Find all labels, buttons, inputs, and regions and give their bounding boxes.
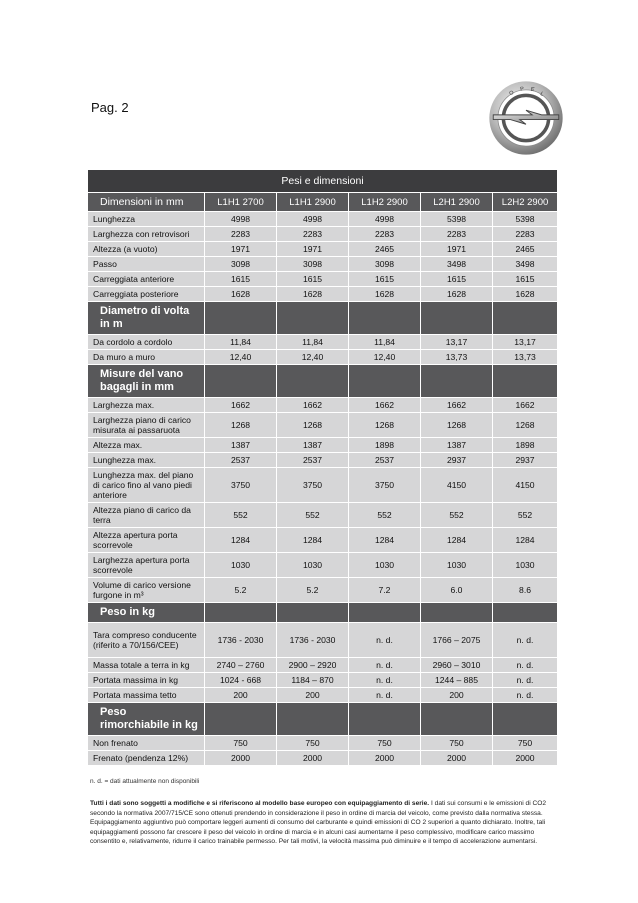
row-label: Altezza (a vuoto) <box>88 242 205 257</box>
table-cell: 1615 <box>205 272 277 287</box>
svg-text:P: P <box>519 86 525 93</box>
table-row <box>88 413 558 438</box>
table-cell: 13,17 <box>493 335 558 350</box>
table-cell: 552 <box>349 503 421 528</box>
table-cell: 2283 <box>349 227 421 242</box>
table-cell: 4150 <box>421 468 493 503</box>
page-number: Pag. 2 <box>91 100 129 115</box>
table-row <box>88 227 558 242</box>
table-cell: 1387 <box>421 438 493 453</box>
row-label: Carreggiata anteriore <box>88 272 205 287</box>
section-empty-cell <box>493 365 558 398</box>
table-row <box>88 242 558 257</box>
table-cell: 1628 <box>205 287 277 302</box>
section-empty-cell <box>277 703 349 736</box>
table-cell: 5.2 <box>277 578 349 603</box>
table-cell: n. d. <box>349 673 421 688</box>
table-cell: 2740 – 2760 <box>205 658 277 673</box>
section-empty-cell <box>493 302 558 335</box>
section-title: Diametro di volta in m <box>88 302 205 335</box>
table-cell: 2537 <box>205 453 277 468</box>
section-empty-cell <box>205 603 277 623</box>
table-cell: 1662 <box>349 398 421 413</box>
table-cell: 1628 <box>493 287 558 302</box>
table-cell: 1244 – 885 <box>421 673 493 688</box>
table-cell: 12,40 <box>205 350 277 365</box>
table-row <box>88 673 558 688</box>
table-cell: 552 <box>277 503 349 528</box>
section-empty-cell <box>205 302 277 335</box>
section-empty-cell <box>421 603 493 623</box>
disclaimer-bold: Tutti i dati sono soggetti a modifiche e si riferiscono al modello base europeo con equipaggiamento di serie. <box>90 800 430 807</box>
table-cell: 1662 <box>205 398 277 413</box>
column-header-dimensions: Dimensioni in mm <box>88 193 205 212</box>
table-cell: 2283 <box>493 227 558 242</box>
row-label: Carreggiata posteriore <box>88 287 205 302</box>
table-cell: 750 <box>493 736 558 751</box>
row-label: Non frenato <box>88 736 205 751</box>
table-cell: 4998 <box>349 212 421 227</box>
section-empty-cell <box>277 365 349 398</box>
table-cell: 2937 <box>493 453 558 468</box>
row-label: Altezza max. <box>88 438 205 453</box>
section-empty-cell <box>349 703 421 736</box>
table-cell: 2537 <box>349 453 421 468</box>
table-cell: 750 <box>349 736 421 751</box>
table-cell: 1268 <box>493 413 558 438</box>
table-cell: 200 <box>421 688 493 703</box>
table-cell: 2000 <box>205 751 277 766</box>
section-header-row <box>88 703 558 736</box>
column-header: L2H2 2900 <box>493 193 558 212</box>
table-cell: 4150 <box>493 468 558 503</box>
section-empty-cell <box>421 365 493 398</box>
table-cell: 3098 <box>349 257 421 272</box>
table-cell: 11,84 <box>277 335 349 350</box>
section-title: Peso rimorchiabile in kg <box>88 703 205 736</box>
table-cell: 3098 <box>205 257 277 272</box>
table-cell: 11,84 <box>205 335 277 350</box>
section-empty-cell <box>277 302 349 335</box>
table-row <box>88 658 558 673</box>
row-label: Portata massima in kg <box>88 673 205 688</box>
row-label: Larghezza con retrovisori <box>88 227 205 242</box>
column-header: L1H1 2700 <box>205 193 277 212</box>
table-cell: 1615 <box>421 272 493 287</box>
row-label: Portata massima tetto <box>88 688 205 703</box>
table-cell: 1615 <box>277 272 349 287</box>
table-row <box>88 688 558 703</box>
table-cell: 3750 <box>349 468 421 503</box>
table-cell: 1736 - 2030 <box>205 623 277 658</box>
row-label: Altezza apertura porta scorrevole <box>88 528 205 553</box>
table-row <box>88 350 558 365</box>
table-cell: 1628 <box>421 287 493 302</box>
table-cell: 1284 <box>421 528 493 553</box>
section-title: Peso in kg <box>88 603 205 623</box>
table-cell: n. d. <box>493 673 558 688</box>
table-cell: 13,17 <box>421 335 493 350</box>
table-cell: 750 <box>277 736 349 751</box>
table-cell: n. d. <box>493 688 558 703</box>
svg-text:L: L <box>539 91 545 98</box>
section-empty-cell <box>493 603 558 623</box>
table-row <box>88 751 558 766</box>
table-cell: 1030 <box>493 553 558 578</box>
table-row <box>88 468 558 503</box>
table-row <box>88 287 558 302</box>
row-label: Frenato (pendenza 12%) <box>88 751 205 766</box>
table-cell: 2283 <box>277 227 349 242</box>
table-row <box>88 528 558 553</box>
svg-text:E: E <box>530 86 535 94</box>
table-cell: 1030 <box>205 553 277 578</box>
table-cell: n. d. <box>349 688 421 703</box>
table-cell: 5.2 <box>205 578 277 603</box>
table-cell: 1615 <box>493 272 558 287</box>
table-row <box>88 736 558 751</box>
table-cell: 2000 <box>277 751 349 766</box>
section-empty-cell <box>205 365 277 398</box>
table-cell: 552 <box>493 503 558 528</box>
table-row <box>88 212 558 227</box>
table-cell: n. d. <box>493 623 558 658</box>
section-empty-cell <box>205 703 277 736</box>
table-cell: 1284 <box>349 528 421 553</box>
table-cell: n. d. <box>493 658 558 673</box>
table-cell: 200 <box>277 688 349 703</box>
table-title: Pesi e dimensioni <box>88 170 558 193</box>
row-label: Lunghezza <box>88 212 205 227</box>
table-cell: 3498 <box>493 257 558 272</box>
column-header-row <box>88 193 558 212</box>
table-cell: 1184 – 870 <box>277 673 349 688</box>
table-cell: 3498 <box>421 257 493 272</box>
table-cell: 2283 <box>421 227 493 242</box>
row-label: Altezza piano di carico da terra <box>88 503 205 528</box>
table-cell: 8.6 <box>493 578 558 603</box>
table-cell: 552 <box>205 503 277 528</box>
column-header: L2H1 2900 <box>421 193 493 212</box>
table-cell: 1628 <box>277 287 349 302</box>
table-cell: 2000 <box>493 751 558 766</box>
table-cell: 750 <box>205 736 277 751</box>
opel-logo-icon <box>487 79 565 157</box>
table-cell: 1615 <box>349 272 421 287</box>
section-empty-cell <box>493 703 558 736</box>
row-label: Passo <box>88 257 205 272</box>
table-cell: 5398 <box>421 212 493 227</box>
table-cell: 2000 <box>421 751 493 766</box>
table-cell: 1024 - 668 <box>205 673 277 688</box>
table-row <box>88 257 558 272</box>
column-header: L1H2 2900 <box>349 193 421 212</box>
table-cell: 1971 <box>421 242 493 257</box>
table-cell: 2960 – 3010 <box>421 658 493 673</box>
table-row <box>88 272 558 287</box>
table-cell: 1662 <box>277 398 349 413</box>
table-cell: 1736 - 2030 <box>277 623 349 658</box>
table-cell: 12,40 <box>277 350 349 365</box>
table-cell: 1268 <box>277 413 349 438</box>
row-label: Larghezza piano di carico misurata ai passaruota <box>88 413 205 438</box>
section-empty-cell <box>349 302 421 335</box>
table-cell: 13,73 <box>421 350 493 365</box>
section-title: Misure del vano bagagli in mm <box>88 365 205 398</box>
row-label: Tara compreso conducente (riferito a 70/156/CEE) <box>88 623 205 658</box>
table-cell: 4998 <box>277 212 349 227</box>
row-label: Larghezza max. <box>88 398 205 413</box>
section-empty-cell <box>349 603 421 623</box>
table-cell: 2465 <box>493 242 558 257</box>
table-cell: 1971 <box>205 242 277 257</box>
table-cell: 1268 <box>349 413 421 438</box>
table-cell: 3750 <box>205 468 277 503</box>
section-header-row <box>88 603 558 623</box>
table-cell: 7.2 <box>349 578 421 603</box>
table-cell: 200 <box>205 688 277 703</box>
table-row <box>88 578 558 603</box>
section-header-row <box>88 302 558 335</box>
table-cell: 11,84 <box>349 335 421 350</box>
table-row <box>88 398 558 413</box>
row-label: Da muro a muro <box>88 350 205 365</box>
row-label: Massa totale a terra in kg <box>88 658 205 673</box>
table-row <box>88 335 558 350</box>
table-cell: 1662 <box>421 398 493 413</box>
table-cell: 750 <box>421 736 493 751</box>
table-cell: 3750 <box>277 468 349 503</box>
table-cell: 13,73 <box>493 350 558 365</box>
disclaimer <box>90 799 558 847</box>
section-empty-cell <box>421 302 493 335</box>
table-row <box>88 553 558 578</box>
table-cell: 1971 <box>277 242 349 257</box>
specs-table <box>87 169 558 766</box>
table-cell: 1030 <box>349 553 421 578</box>
table-row <box>88 453 558 468</box>
row-label: Lunghezza max. del piano di carico fino al vano piedi anteriore <box>88 468 205 503</box>
table-cell: 552 <box>421 503 493 528</box>
disclaimer-text: I dati sui consumi e le emissioni di CO2 secondo la normativa 2007/715/CE sono ottenuti prendendo in considerazione il peso in ordine di marcia del veicolo, come previsto dalla normativa stessa. Equipaggiamento aggiuntivo può comportare leggeri aumenti di consumo del carburante e quindi emissioni di CO 2 superiori a quanto dichiarato. Inoltre, tali equipaggiamenti possono far crescere il peso del veicolo in ordine di marcia e in alcuni casi aumentarne il peso complessivo, modificare carico massimo consentito e, relativamente, ridurre il carico trainabile permesso. Per tali motivi, la velocità massima può diminuire e il tempo di accelerazione aumentarsi. <box>90 800 547 846</box>
table-cell: 2937 <box>421 453 493 468</box>
section-empty-cell <box>349 365 421 398</box>
table-row <box>88 438 558 453</box>
table-cell: 1387 <box>205 438 277 453</box>
table-cell: 1284 <box>493 528 558 553</box>
table-cell: 5398 <box>493 212 558 227</box>
table-cell: 2537 <box>277 453 349 468</box>
table-cell: 2283 <box>205 227 277 242</box>
table-cell: 6.0 <box>421 578 493 603</box>
table-cell: 1387 <box>277 438 349 453</box>
table-cell: n. d. <box>349 623 421 658</box>
table-cell: 1766 – 2075 <box>421 623 493 658</box>
column-header: L1H1 2900 <box>277 193 349 212</box>
table-cell: n. d. <box>349 658 421 673</box>
row-label: Lunghezza max. <box>88 453 205 468</box>
section-empty-cell <box>277 603 349 623</box>
row-label: Larghezza apertura porta scorrevole <box>88 553 205 578</box>
table-row <box>88 503 558 528</box>
section-header-row <box>88 365 558 398</box>
row-label: Da cordolo a cordolo <box>88 335 205 350</box>
table-cell: 1898 <box>349 438 421 453</box>
footnote: n. d. = dati attualmente non disponibili <box>90 778 200 785</box>
table-cell: 1268 <box>205 413 277 438</box>
table-cell: 1030 <box>277 553 349 578</box>
table-cell: 1268 <box>421 413 493 438</box>
table-cell: 1628 <box>349 287 421 302</box>
table-cell: 2000 <box>349 751 421 766</box>
table-cell: 12,40 <box>349 350 421 365</box>
table-cell: 1030 <box>421 553 493 578</box>
table-cell: 2900 – 2920 <box>277 658 349 673</box>
table-cell: 1284 <box>277 528 349 553</box>
table-cell: 1284 <box>205 528 277 553</box>
row-label: Volume di carico versione furgone in m³ <box>88 578 205 603</box>
table-cell: 2465 <box>349 242 421 257</box>
table-cell: 1898 <box>493 438 558 453</box>
table-row <box>88 623 558 658</box>
table-cell: 4998 <box>205 212 277 227</box>
section-empty-cell <box>421 703 493 736</box>
table-cell: 1662 <box>493 398 558 413</box>
table-cell: 3098 <box>277 257 349 272</box>
svg-text:O: O <box>508 89 516 98</box>
